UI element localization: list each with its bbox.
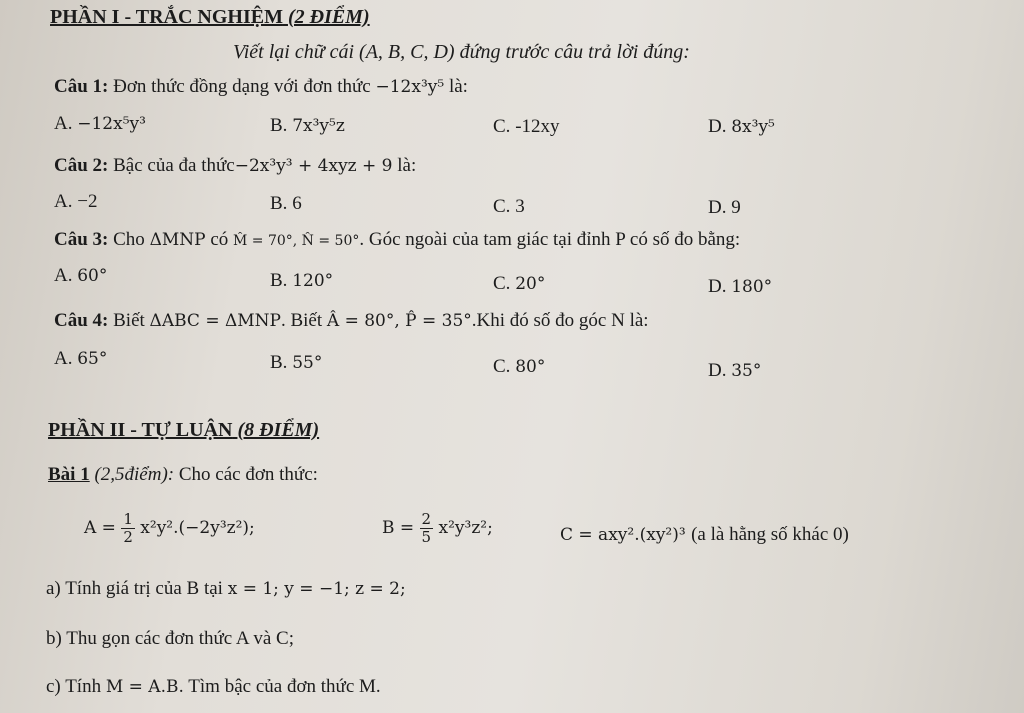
question-4 [54, 310, 649, 332]
monomial-b: B = $\frac{2}{5}$ x²y³z²; [382, 510, 493, 546]
fraction-a: $\frac{1}{2}$ [123, 510, 133, 546]
question-2 [54, 155, 416, 177]
q2-expr: −2x³y³ + 4xyz + 9 [234, 156, 393, 176]
q1-option-c: C. -12xy [493, 116, 560, 137]
question-1 [54, 76, 468, 98]
q2-option-c: C. 3 [493, 196, 525, 217]
part1-title-score: (2 ĐIỂM) [287, 6, 370, 28]
q3-option-d: D. 180° [708, 276, 773, 297]
q2-option-a: A. −2 [54, 191, 98, 212]
q3-label: Câu 3: [54, 229, 109, 250]
part1-instruction: Viết lại chữ cái (A, B, C, D) đứng trước câu trả lời đúng: [233, 41, 690, 63]
q3-text-mid: có [210, 229, 229, 250]
part2-title-main: PHẦN II - TỰ LUẬN [48, 419, 233, 441]
q2-label: Câu 2: [54, 155, 109, 176]
part1-title-main: PHẦN I - TRẮC NGHIỆM [50, 6, 283, 28]
bai1-label: Bài 1 [48, 464, 90, 485]
q1-text: Đơn thức đồng dạng với đơn thức [113, 76, 371, 97]
monomial-a: A = $\frac{1}{2}$ x²y².(−2y³z²); [84, 510, 255, 546]
bai1-part-c: c) Tính M = A.B. Tìm bậc của đơn thức M. [46, 676, 381, 697]
q4-congruence: ΔABC = ΔMNP [149, 311, 281, 331]
q4-label: Câu 4: [54, 310, 109, 331]
q3-text: Cho [113, 229, 145, 250]
part1-title [50, 6, 370, 29]
q1-text-after: là: [448, 76, 468, 97]
q3-angles: M̂ = 70°, N̂ = 50° [233, 233, 360, 249]
q1-option-b: B. 7x³y⁵z [270, 115, 345, 136]
q4-text-mid: . Biết [280, 310, 323, 331]
bai1-heading [48, 464, 318, 486]
q1-label: Câu 1: [54, 76, 109, 97]
part2-title [48, 419, 319, 442]
q3-option-a: A. 60° [54, 265, 108, 286]
q4-angles: Â = 80°, P̂ = 35° [326, 311, 472, 331]
fraction-b: $\frac{2}{5}$ [421, 510, 432, 546]
q4-option-d: D. 35° [708, 360, 762, 381]
q1-expr: −12x³y⁵ [375, 77, 445, 97]
monomial-c: C = axy².(xy²)³ (a là hằng số khác 0) [560, 524, 849, 545]
q4-option-a: A. 65° [54, 348, 108, 369]
q2-option-b: B. 6 [270, 193, 302, 214]
bai1-part-b: b) Thu gọn các đơn thức A và C; [46, 628, 294, 649]
q2-text: Bậc của đa thức [113, 155, 235, 176]
bai1-part-a: a) Tính giá trị của B tại x = 1; y = −1; z = 2; [46, 578, 406, 599]
q4-option-c: C. 80° [493, 356, 546, 377]
bai1-text: Cho các đơn thức: [178, 464, 318, 485]
q3-option-c: C. 20° [493, 273, 546, 294]
part2-title-score: (8 ĐIỂM) [237, 419, 320, 441]
q3-text-after: . Góc ngoài của tam giác tại đỉnh P có số đo bằng: [359, 229, 741, 250]
q1-option-a: A. −12x⁵y³ [54, 113, 146, 134]
q3-option-b: B. 120° [270, 270, 334, 291]
q2-text-after: là: [397, 155, 417, 176]
q4-option-b: B. 55° [270, 352, 323, 373]
question-3 [54, 229, 740, 251]
q3-triangle: ΔMNP [149, 230, 206, 250]
q2-option-d: D. 9 [708, 197, 741, 218]
q4-text-after: .Khi đó số đo góc N là: [471, 310, 649, 331]
bai1-score: (2,5điểm): [94, 464, 175, 485]
q1-option-d: D. 8x³y⁵ [708, 116, 775, 137]
q4-text: Biết [113, 310, 145, 331]
monomial-c-note: (a là hằng số khác 0) [691, 524, 849, 545]
